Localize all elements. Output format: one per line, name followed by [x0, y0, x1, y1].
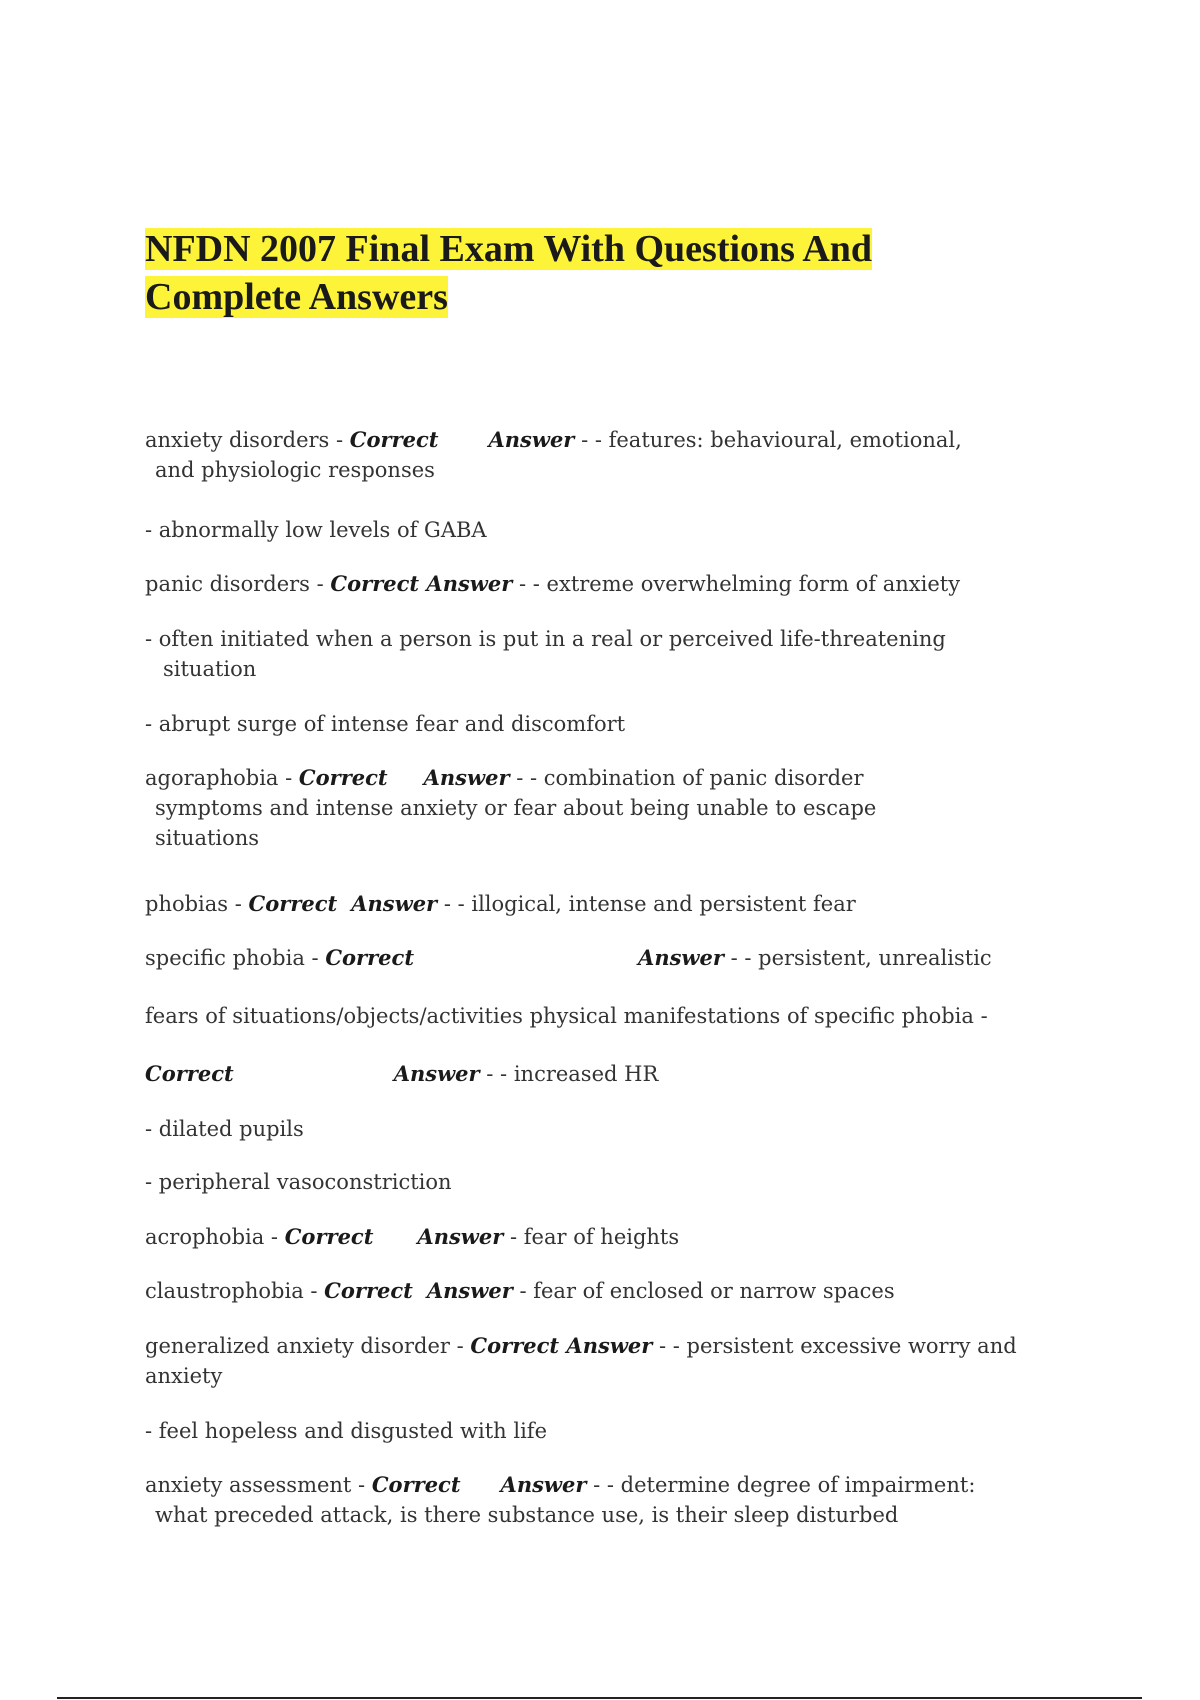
answer-label: Answer — [500, 1472, 587, 1497]
qa-line — [145, 1416, 547, 1446]
qa-entry — [145, 889, 856, 919]
entry-answer: - fear of enclosed or narrow spaces — [519, 1279, 895, 1303]
correct-label: Correct — [324, 1278, 413, 1303]
entry-answer: - - extreme overwhelming form of anxiety — [519, 572, 961, 596]
entry-line-cont: situation — [163, 657, 257, 681]
qa-entry — [145, 1059, 658, 1089]
entry-answer-cont: what preceded attack, is there substance use, is their sleep disturbed — [155, 1503, 899, 1527]
answer-label: Answer — [488, 427, 575, 452]
qa-entry — [145, 943, 992, 973]
entry-answer: - - persistent excessive worry and — [659, 1334, 1017, 1358]
qa-entry — [145, 425, 962, 485]
entry-answer: - fear of heights — [510, 1225, 680, 1249]
entry-term: acrophobia - — [145, 1225, 279, 1249]
entry-answer: - - increased HR — [486, 1062, 659, 1086]
correct-label: Correct — [325, 945, 415, 970]
entry-term: panic disorders - — [145, 572, 324, 596]
entry-line: fears of situations/objects/activities physical manifestations of specific phobia - — [145, 1004, 988, 1028]
correct-answer-label: Correct Answer — [330, 571, 513, 596]
entry-line: - abrupt surge of intense fear and discomfort — [145, 712, 626, 736]
correct-label: Correct — [371, 1472, 461, 1497]
entry-line: - dilated pupils — [145, 1117, 304, 1141]
correct-label: Correct — [145, 1061, 234, 1086]
entry-answer-cont: anxiety — [145, 1364, 223, 1388]
qa-entry — [145, 569, 960, 599]
entry-line: - feel hopeless and disgusted with life — [145, 1419, 547, 1443]
answer-label: Answer — [423, 765, 510, 790]
entry-answer: - - combination of panic disorder — [516, 766, 864, 790]
entry-line: - often initiated when a person is put in a real or perceived life-threatening — [145, 627, 946, 651]
answer-label: Answer — [426, 1278, 513, 1303]
title-line-1: NFDN 2007 Final Exam With Questions And — [145, 228, 873, 270]
qa-entry — [145, 1470, 975, 1530]
entry-answer: - - illogical, intense and persistent fear — [443, 892, 856, 916]
qa-line — [145, 1001, 988, 1031]
qa-line — [145, 1114, 304, 1144]
entry-answer: - - features: behavioural, emotional, — [581, 428, 962, 452]
correct-label: Correct — [284, 1224, 374, 1249]
qa-entry — [145, 1276, 895, 1306]
answer-label: Answer — [638, 945, 724, 970]
qa-line — [145, 515, 487, 545]
qa-line — [145, 1167, 452, 1197]
correct-label: Correct — [298, 765, 388, 790]
entry-term: claustrophobia - — [145, 1279, 318, 1303]
entry-answer-cont: situations — [155, 826, 260, 850]
entry-term: anxiety disorders - — [145, 428, 344, 452]
entry-term: generalized anxiety disorder - — [145, 1334, 464, 1358]
entry-line: - abnormally low levels of GABA — [145, 518, 487, 542]
entry-term: agoraphobia - — [145, 766, 293, 790]
entry-term: anxiety assessment - — [145, 1473, 366, 1497]
correct-label: Correct — [248, 891, 338, 916]
entry-term: phobias - — [145, 892, 242, 916]
entry-answer: - - persistent, unrealistic — [730, 946, 992, 970]
answer-label: Answer — [417, 1224, 504, 1249]
correct-answer-label: Correct Answer — [470, 1333, 653, 1358]
qa-line — [145, 709, 625, 739]
answer-label: Answer — [351, 891, 438, 916]
qa-entry — [145, 763, 876, 853]
correct-label: Correct — [349, 427, 439, 452]
qa-entry — [145, 1222, 679, 1252]
qa-line — [145, 624, 946, 684]
answer-label: Answer — [393, 1061, 480, 1086]
entry-answer-cont: symptoms and intense anxiety or fear about being unable to escape — [155, 796, 877, 820]
entry-line: - peripheral vasoconstriction — [145, 1170, 452, 1194]
entry-term: specific phobia - — [145, 946, 319, 970]
entry-answer: - - determine degree of impairment: — [593, 1473, 976, 1497]
footer-divider — [57, 1697, 1142, 1699]
qa-entry — [145, 1331, 1017, 1391]
entry-answer-cont: and physiologic responses — [155, 458, 435, 482]
document-title — [145, 225, 1005, 321]
title-line-2: Complete Answers — [145, 276, 448, 318]
